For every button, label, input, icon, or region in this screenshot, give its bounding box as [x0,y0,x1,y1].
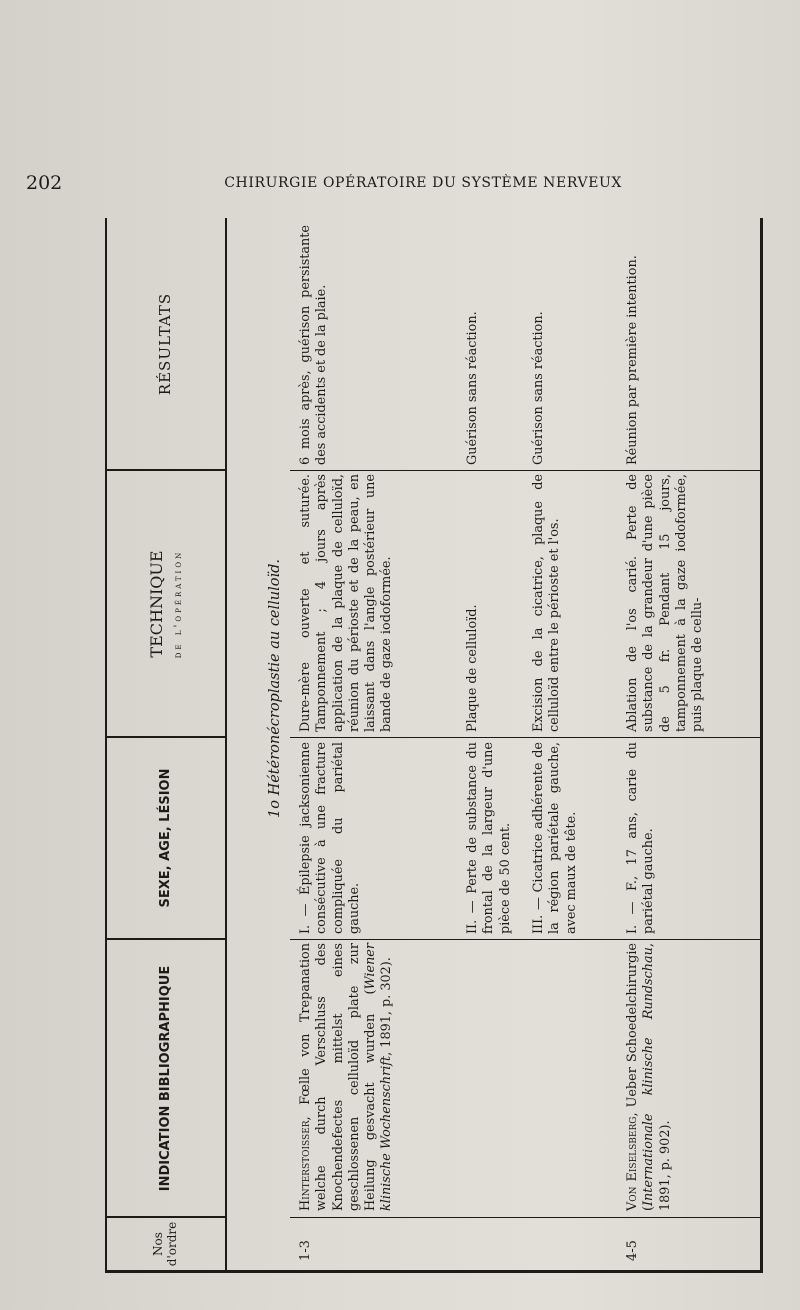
lesion-cell: I. — F., 17 ans, carie du pariétal gauche. [625,742,657,934]
header-divider [105,470,225,472]
header-numero [115,1220,215,1268]
column-divider [290,1217,760,1218]
column-divider [290,470,760,471]
table-top-rule [105,218,107,1273]
indication-text: , Ueber Schoedelchirurgie ( [625,943,657,1211]
header-numero-line1: Nos [151,1232,165,1256]
row-number: 1-3 [298,1240,313,1261]
table-left-rule [105,1270,763,1273]
column-divider [290,939,760,940]
rotated-table [105,218,765,1273]
row-number: 4-5 [625,1240,640,1261]
technique-cell: Dure-mère ouverte et suturée. Tamponnement ; 4 jours après application de la plaque de celluloïd, réunion du périoste et de la peau, en laissant dans l'angle postérieur une bande de gaze iodoformée. [298,474,395,732]
indication-end: , 1891, p. 902). [641,943,673,1211]
header-divider [105,737,225,739]
header-sexe-age-lesion: SEXE, AGE, LÉSION [157,768,173,908]
resultat-cell: Guérison sans réaction. [465,311,480,465]
resultat-cell: 6 mois après, guérison persistante des accidents et de la plaie. [298,225,330,465]
indication-text: , Fœlle von Trepanation welche durch Verschluss des Knochendefectes mittelst eines geschlossenen celluloïd plate zur Heilung gesvacht wurden ( [298,943,379,1211]
resultat-cell: Réunion par première intention. [625,255,640,465]
header-resultats: RÉSULTATS [156,292,174,396]
page-number: 202 [26,172,63,194]
technique-cell: Excision de la cicatrice, plaque de celluloïd entre le périoste et l'os. [531,474,563,732]
running-head [26,172,622,196]
header-divider [105,939,225,941]
header-technique-sub: de l'opération [171,549,184,659]
technique-cell: Plaque de celluloïd. [465,604,480,732]
table-bottom-rule [760,218,763,1273]
indication-end: , 1891, p. 302). [379,957,395,1056]
resultat-cell: Guérison sans réaction. [531,311,546,465]
header-technique-label: TECHNIQUE [146,550,166,658]
journal-title: Wiener klinische Wochenschrift [363,943,395,1211]
header-numero-line2: d'ordre [165,1221,179,1267]
author-name: Von Eiselsberg [625,1116,640,1211]
section-heading: 1o Hétéronécroplastie au celluloïd. [267,558,283,818]
header-bottom-rule [225,218,227,1273]
author-name: Hinterstoisser [298,1120,313,1211]
header-divider [105,1217,225,1219]
indication-cell [625,943,674,1211]
technique-cell: Ablation de l'os carié. Perte de substance de la grandeur d'une pièce de 5 fr. Pendant 15 jours, tamponnement à la gaze iodoformée, puis plaque de cellu- [625,474,706,732]
header-indication: INDICATION BIBLIOGRAPHIQUE [157,965,173,1192]
running-head-title: CHIRURGIE OPÉRATOIRE DU SYSTÈME NERVEUX [224,175,622,191]
lesion-cell: I. — Épilepsie jacksonienne consécutive à une fracture compliquée du pariétal gauche. [298,742,362,934]
lesion-cell: III. — Cicatrice adhérente de la région pariétale gauche, avec maux de tête. [531,742,579,934]
column-divider [290,737,760,738]
journal-title: Internationale klinische Rundschau [641,947,657,1206]
header-technique [115,473,215,735]
lesion-cell: II. — Perte de substance du frontal de la largeur d'une pièce de 50 cent. [465,742,513,934]
indication-cell [298,943,396,1211]
